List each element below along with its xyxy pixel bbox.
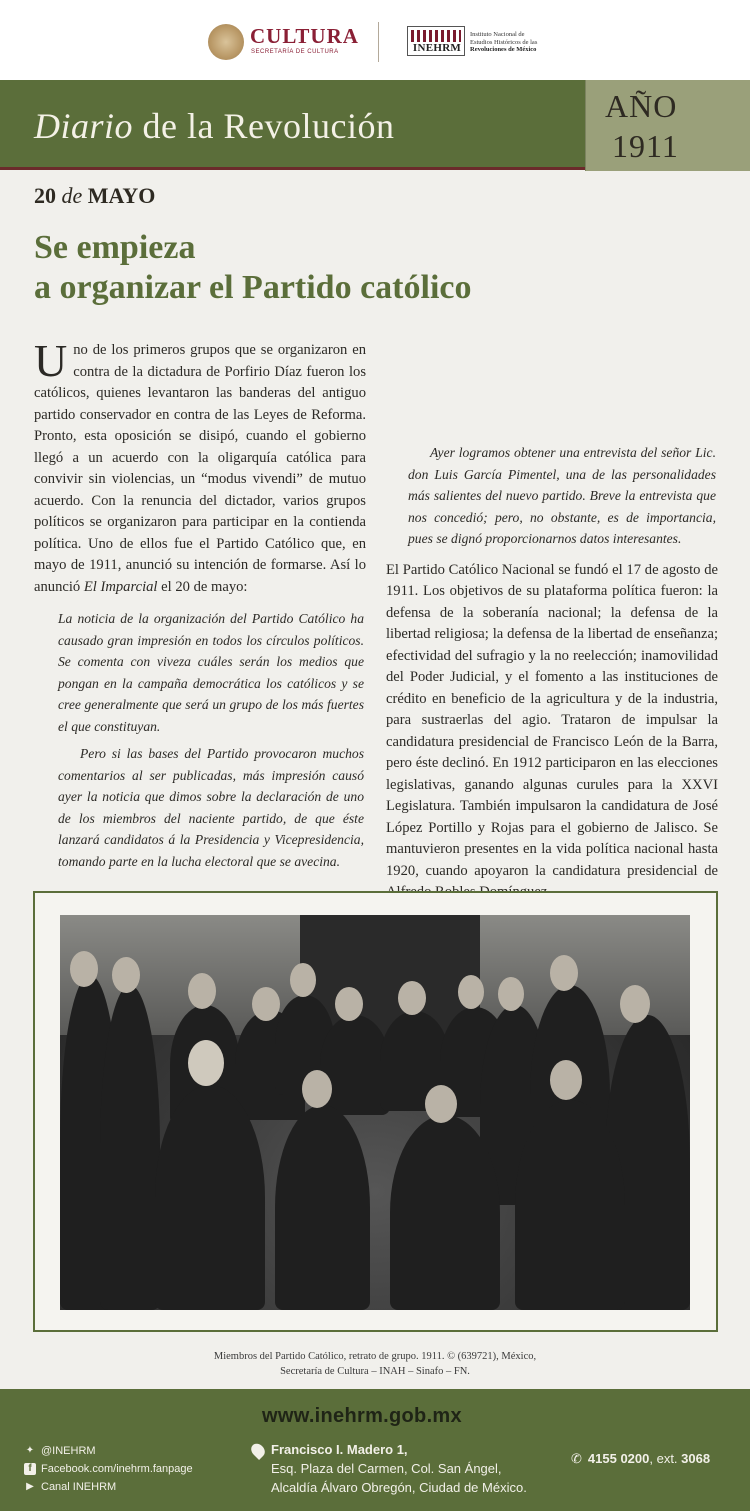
inehrm-building-icon	[411, 30, 461, 42]
article-headline	[34, 228, 714, 308]
photo-frame	[33, 891, 718, 1332]
article-date	[34, 183, 155, 209]
caption-line1: Miembros del Partido Católico, retrato de grupo. 1911. © (639721), México,	[213, 1351, 537, 1362]
cultura-seal-icon	[208, 24, 244, 60]
photo-caption	[100, 1349, 650, 1379]
inehrm-line2: Estudios Históricos de las	[470, 38, 538, 46]
quote-paragraph-1: La noticia de la organización del Partido Católico ha causado gran impresión en todos los círculos políticos. Se comenta con viveza cuáles serán los medios que pongan en la campaña democrática los católicos y se cree generalmente que será un grupo de los más fuertes el que constituyan.	[58, 611, 364, 734]
inehrm-line3: Revoluciones de México	[470, 46, 537, 53]
headline-line1: Se empieza	[34, 229, 196, 266]
phone-ext-label: , ext.	[649, 1451, 682, 1466]
phone-ext: 3068	[681, 1451, 711, 1466]
newspaper-name: El Imparcial	[83, 578, 158, 595]
year-value: 1911	[612, 128, 679, 164]
website-link[interactable]: www.inehrm.gob.mx	[262, 1405, 462, 1427]
article-paragraph-history: El Partido Católico Nacional se fundó el 17 de agosto de 1911. Los objetivos de su plataforma política fueron: la defensa de la soberanía nacional; la defensa de la libertad religiosa; la defensa de la libertad de enseñanza; efectividad del sufragio y la no reelección; inamovilidad del Poder Judicial, y el fomento a las instituciones de crédito en beneficio de la agricultura y de la industria, para sustraerlas del agio. Trataron de impulsar la candidatura presidencial de Francisco León de la Barra, pero éste declinó. En 1912 participaron en las elecciones legislativas, ganando algunas curules para la XXVI Legislatura. También impulsaron la candidatura de José López Portillo y Rojas para el gobierno de Jalisco. Se mantuvieron presentes en la vida política nacional hasta 1920, cuando apoyaron la candidatura presidencial de	[386, 561, 718, 879]
logo-divider	[378, 22, 379, 62]
facebook-icon: f	[24, 1463, 36, 1475]
phone-icon: ✆	[571, 1451, 582, 1466]
phone-main: 4155 0200	[587, 1451, 650, 1466]
headline-line2: a organizar el Partido católico	[34, 269, 472, 306]
date-day: 20	[34, 183, 56, 208]
inehrm-acronym: INEHRM	[412, 42, 462, 54]
address-block	[252, 1440, 527, 1497]
address-line2: Esq. Plaza del Carmen, Col. San Ángel,	[271, 1461, 502, 1476]
youtube-channel: Canal INEHRM	[41, 1481, 117, 1493]
drop-cap: U	[34, 335, 68, 386]
phone-number[interactable]	[571, 1451, 710, 1467]
twitter-icon: ✦	[25, 1445, 35, 1456]
date-de: de	[61, 183, 83, 208]
quote-paragraph-2: Pero si las bases del Partido provocaron muchos comentarios al ser publicadas, más impresión causó ayer la noticia que dimos sobre la declaración de uno de los miembros del naciente partido, de que éste lanzará candidatos á la Presidencia y Vicepresidencia, tomando parte en la lucha electoral que se avecina.	[58, 746, 364, 869]
social-links	[24, 1442, 193, 1496]
article-paragraph-intro	[34, 335, 366, 598]
article-column-right	[386, 340, 718, 904]
inehrm-line1: Instituto Nacional de	[470, 31, 525, 38]
quote-paragraph-3: Ayer logramos obtener una entrevista del señor Lic. don Luis García Pimentel, una de las personalidades más salientes del nuevo partido. Breve la entrevista que nos concedió; pero, no obstante, es de importancia, pues se dignó proporcionarnos datos interesantes.	[408, 445, 716, 546]
publication-title-italic: Diario	[34, 106, 134, 146]
cultura-logo-text: CULTURA	[250, 24, 359, 48]
cultura-logo-subtitle: SECRETARÍA DE CULTURA	[251, 49, 339, 55]
location-pin-icon	[248, 1441, 267, 1460]
facebook-link[interactable]	[24, 1460, 193, 1478]
intro-text: no de los primeros grupos que se organizaron en contra de la dictadura de Porfirio Díaz fueron los católicos, quienes levantaron las banderas del antiguo partido conservador en contra de las Leyes de Reforma. Pronto, esta oposición se disipó, cuando el gobierno llegó a un acuerdo con la oligarquía católica para convivir sin violencias, un “modus vivendi” de mutuo acuerdo. Con la renuncia del dictador, varios grupos políticos se organizaron para participar en la contienda política. Uno de ellos fue el Partido Católico que, en mayo de 1911, anunció su intención de formarse. Así lo anunció	[34, 342, 366, 595]
caption-line2: Secretaría de Cultura – INAH – Sinafo – FN.	[280, 1366, 470, 1377]
year-label: AÑO	[605, 88, 678, 124]
twitter-link[interactable]	[24, 1442, 193, 1460]
publication-title-rest: de la Revolución	[133, 106, 395, 146]
article-column-left	[34, 335, 366, 872]
footer	[0, 1389, 750, 1511]
inehrm-institution-name	[470, 31, 580, 54]
inehrm-logo	[407, 26, 465, 56]
date-month: MAYO	[87, 183, 156, 208]
twitter-handle: @INEHRM	[41, 1445, 96, 1457]
youtube-link[interactable]	[24, 1478, 193, 1496]
address-line1: Francisco I. Madero 1,	[271, 1442, 408, 1457]
facebook-url: Facebook.com/inehrm.fanpage	[41, 1463, 193, 1475]
publication-title	[34, 105, 394, 147]
youtube-icon: ▶	[26, 1481, 34, 1492]
intro-text-end: el 20 de mayo:	[157, 578, 248, 595]
group-portrait-photo	[60, 915, 690, 1310]
logo-bar	[0, 0, 750, 80]
address-line3: Alcaldía Álvaro Obregón, Ciudad de México.	[271, 1480, 527, 1495]
